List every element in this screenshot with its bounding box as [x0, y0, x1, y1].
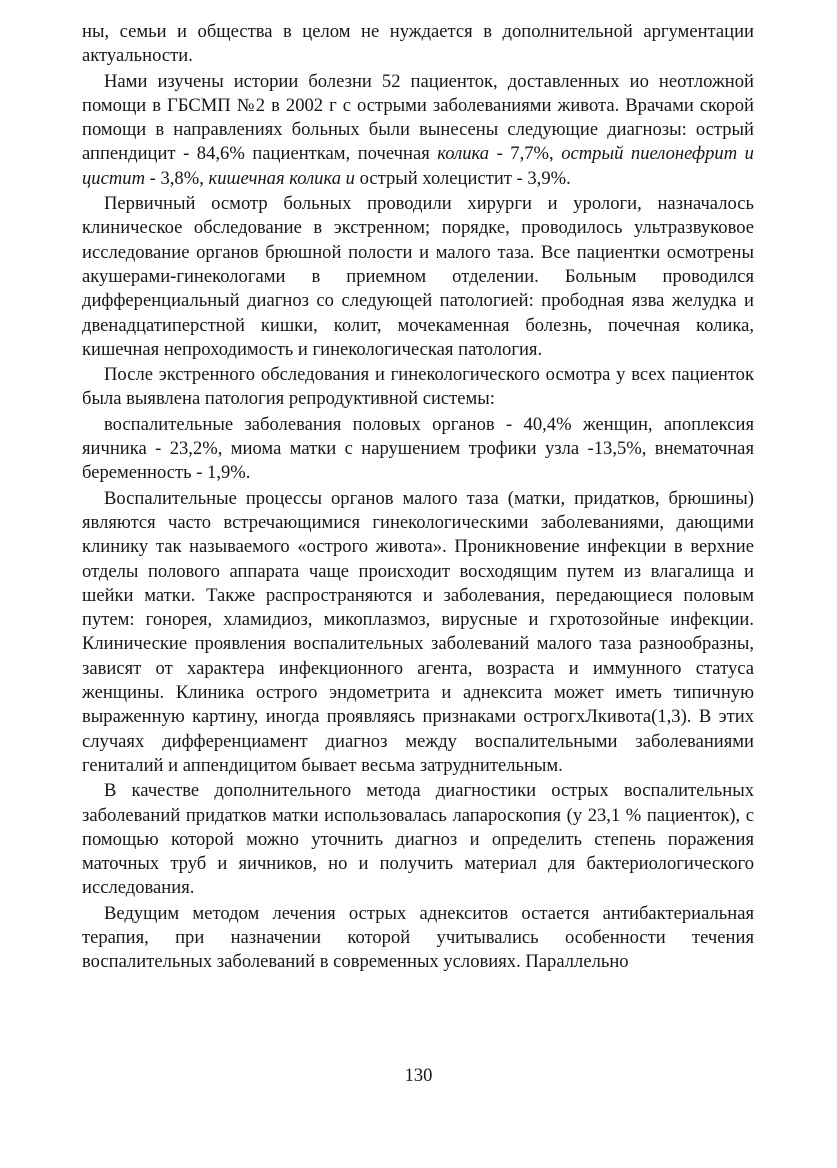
paragraph-1-italic-run: колика [437, 143, 490, 165]
paragraph-1-italic-run: кишечная колика и [208, 167, 355, 189]
paragraph-1-run: - 7,7%, [489, 143, 562, 165]
paragraph-4: воспалительные заболевания половых органов - 40,4% женщин, апоплексия яичника - 23,2%, миома матки с нарушением трофики узла -13,5%, внематочная беременность - 1,9%. [82, 413, 754, 484]
paragraph-2: Первичный осмотр больных проводили хирурги и урологи, назначалось клиническое обследование в экстренном; порядке, проводилось ультразвуковое исследование органов брюшной полости и малого таза. Все пациентки осмотрены акушерами-гинекологами в приемном отделении. Больным проводился дифференциальный диагноз со следующей патологией: прободная язва желудка и двенадцатиперстной кишки, колит, мочекаменная болезнь, почечная колика, кишечная непроходимость и гинекологическая патология. [82, 193, 754, 360]
paragraph-3: После экстренного обследования и гинекологического осмотра у всех пациенток была выявлена патология репродуктивной системы: [82, 364, 754, 410]
paragraph-5: Воспалительные процессы органов малого таза (матки, придатков, брюшины) являются часто встречающимися гинекологическими заболеваниями, дающими клинику так называемого «острого живота». Проникновение инфекции в верхние отделы полового аппарата чаще происходит восходящим путем из влагалища и шейки матки. Также распространяются и заболевания, передающиеся половым путем: гонорея, хламидиоз, микоплазмоз, вирусные и гхротозойные инфекции. Клинические проявления воспалительных заболеваний малого таза разнообразны, зависят от характера инфекционного агента, возраста и иммунного статуса женщины. Клиника острого эндометрита и аднексита может иметь типичную выраженную картину, иногда проявляясь признаками острогхЛкивота(1,3). В этих случаях дифференциамент диагноз между воспалительными заболеваниями гениталий и аппендицитом бывает весьма затруднительным. [82, 487, 754, 776]
paragraph-1-run: - 3,8%, [145, 167, 209, 189]
paragraph-1-italic-run: острый пиелонефрит и цистит [82, 143, 754, 189]
paragraph-1-run: Нами изучены истории болезни 52 пациенток, доставленных ио неотложной помощи в ГБСМП №2 в 2002 г с острыми заболеваниями живота. Врачами скорой помощи в направлениях больных были вынесены следующие диагнозы: острый аппендицит - 84,6% пациенткам, почечная [82, 70, 754, 165]
paragraph-1-run: острый холецистит - 3,9%. [354, 167, 571, 189]
paragraph-7: Ведущим методом лечения острых аднекситов остается антибактериальная терапия, при назначении которой учитывались особенности течения воспалительных заболеваний в современных условиях. Параллельно [82, 902, 754, 973]
paragraph-0: ны, семьи и общества в целом не нуждается в дополнительной аргументации актуальности. [82, 21, 754, 67]
page-number: 130 [404, 1066, 433, 1086]
paragraph-1 [82, 70, 754, 191]
paragraph-6: В качестве дополнительного метода диагностики острых воспалительных заболеваний придатков матки использовалась лапароскопия (у 23,1 % пациенток), с помощью которой можно уточнить диагноз и определить степень поражения маточных труб и яичников, но и получить материал для бактериологического исследования. [82, 780, 754, 899]
document-page [82, 20, 754, 1100]
